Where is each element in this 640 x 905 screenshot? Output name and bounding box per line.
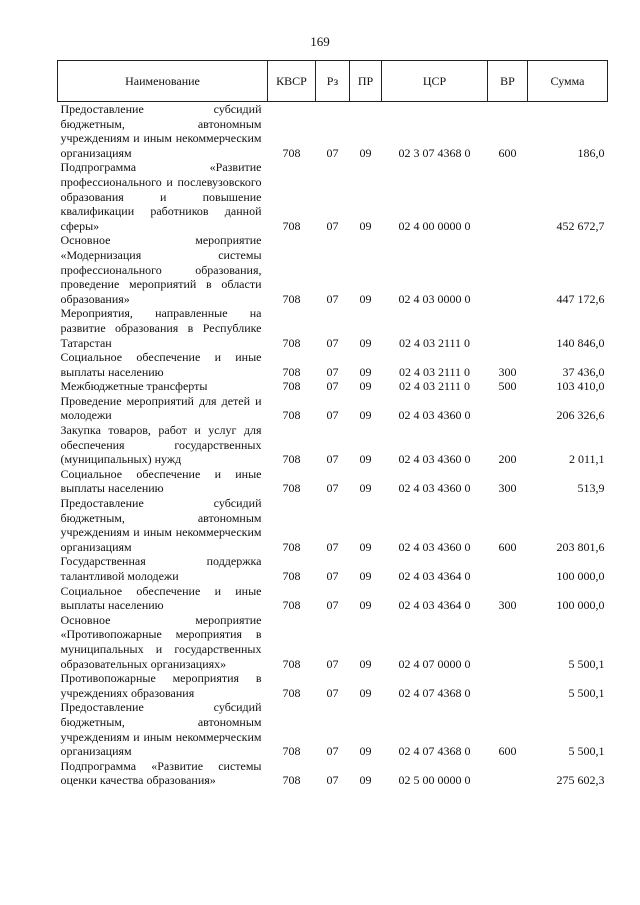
cell-name: Предоставление субсидий бюджетным, автономным учреждениям и иным некоммерческим организациям	[60, 102, 262, 160]
cell-name: Основное мероприятие «Противопожарные мероприятия в муниципальных и государственных образовательных организациях»	[60, 612, 262, 671]
header-sum: Сумма	[528, 61, 608, 102]
cell-pr: 09	[359, 598, 372, 613]
cell-vr: 600	[498, 539, 517, 554]
cell-pr: 09	[359, 218, 372, 233]
cell-rz: 07	[326, 291, 339, 306]
table-body	[58, 102, 608, 788]
cell-name: Социальное обеспечение и иные выплаты населению	[60, 583, 262, 613]
cell-name: Социальное обеспечение и иные выплаты населению	[60, 350, 262, 379]
cell-kvsr: 708	[282, 145, 301, 160]
cell-csr: 02 4 03 4360 0	[398, 452, 471, 467]
cell-sum: 100 000,0	[556, 569, 605, 583]
cell-kvsr: 708	[282, 656, 301, 671]
table-row	[58, 379, 608, 394]
cell-sum: 206 326,6	[556, 408, 605, 423]
cell-name: Социальное обеспечение и иные выплаты населению	[60, 466, 262, 496]
cell-name: Подпрограмма «Развитие профессионального и послевузовского образования и повышение квалификации работников данной сферы»	[60, 160, 262, 233]
cell-sum: 513,9	[577, 481, 605, 496]
cell-vr: 300	[498, 481, 517, 496]
cell-kvsr: 708	[282, 452, 301, 467]
cell-kvsr: 708	[282, 481, 301, 496]
cell-kvsr: 708	[282, 408, 301, 423]
cell-sum: 2 011,1	[568, 452, 605, 467]
cell-csr: 02 4 07 4368 0	[398, 744, 471, 759]
cell-rz: 07	[326, 379, 339, 394]
cell-vr	[488, 554, 528, 583]
cell-rz: 07	[326, 569, 339, 583]
cell-vr: 300	[498, 598, 517, 613]
cell-csr: 02 4 00 0000 0	[398, 218, 471, 233]
header-kvsr: КВСР	[268, 61, 316, 102]
cell-rz: 07	[326, 218, 339, 233]
cell-vr	[488, 394, 528, 423]
cell-rz: 07	[326, 335, 339, 350]
cell-name: Межбюджетные трансферты	[60, 379, 208, 394]
cell-pr: 09	[359, 364, 372, 379]
cell-vr	[488, 759, 528, 788]
cell-pr: 09	[359, 481, 372, 496]
cell-kvsr: 708	[282, 291, 301, 306]
cell-pr: 09	[359, 773, 372, 788]
cell-vr	[488, 671, 528, 700]
cell-sum: 203 801,6	[556, 539, 605, 554]
cell-sum: 5 500,1	[568, 656, 605, 671]
cell-name: Предоставление субсидий бюджетным, автономным учреждениям и иным некоммерческим организациям	[60, 700, 262, 759]
cell-sum: 37 436,0	[562, 364, 605, 379]
cell-sum: 100 000,0	[556, 598, 605, 613]
cell-kvsr: 708	[282, 335, 301, 350]
table-row	[58, 467, 608, 496]
cell-kvsr: 708	[282, 539, 301, 554]
table-row	[58, 671, 608, 700]
cell-vr: 200	[498, 452, 517, 467]
cell-name: Закупка товаров, работ и услуг для обеспечения государственных (муниципальных) нужд	[60, 423, 262, 467]
cell-csr: 02 4 07 0000 0	[398, 656, 471, 671]
cell-pr: 09	[359, 452, 372, 467]
cell-sum: 5 500,1	[568, 744, 605, 759]
cell-pr: 09	[359, 569, 372, 583]
cell-rz: 07	[326, 452, 339, 467]
cell-pr: 09	[359, 656, 372, 671]
cell-csr: 02 4 03 4360 0	[398, 539, 471, 554]
table-row	[58, 759, 608, 788]
cell-rz: 07	[326, 408, 339, 423]
cell-rz: 07	[326, 685, 339, 700]
cell-sum: 452 672,7	[556, 218, 605, 233]
budget-table	[57, 60, 608, 788]
cell-pr: 09	[359, 335, 372, 350]
table-row	[58, 306, 608, 350]
table-row	[58, 160, 608, 233]
cell-csr: 02 5 00 0000 0	[398, 773, 471, 788]
cell-rz: 07	[326, 539, 339, 554]
cell-rz: 07	[326, 598, 339, 613]
cell-vr: 300	[498, 364, 517, 379]
cell-kvsr: 708	[282, 218, 301, 233]
cell-name: Противопожарные мероприятия в учреждениях образования	[60, 671, 262, 700]
cell-rz: 07	[326, 145, 339, 160]
cell-rz: 07	[326, 773, 339, 788]
cell-name: Проведение мероприятий для детей и молодежи	[60, 393, 262, 423]
cell-kvsr: 708	[282, 744, 301, 759]
cell-csr: 02 4 03 4360 0	[398, 481, 471, 496]
cell-sum: 5 500,1	[568, 685, 605, 700]
table-row	[58, 496, 608, 554]
header-pr: ПР	[350, 61, 382, 102]
table-row	[58, 394, 608, 423]
cell-name: Государственная поддержка талантливой молодежи	[60, 554, 262, 583]
cell-kvsr: 708	[282, 379, 301, 394]
cell-vr: 600	[498, 145, 517, 160]
cell-name: Подпрограмма «Развитие системы оценки качества образования»	[60, 758, 262, 788]
cell-vr	[488, 160, 528, 233]
header-csr: ЦСР	[382, 61, 488, 102]
table-row	[58, 102, 608, 161]
cell-vr: 600	[498, 744, 517, 759]
cell-rz: 07	[326, 481, 339, 496]
cell-sum: 447 172,6	[556, 291, 605, 306]
cell-kvsr: 708	[282, 598, 301, 613]
cell-vr	[488, 613, 528, 671]
cell-rz: 07	[326, 656, 339, 671]
cell-name: Основное мероприятие «Модернизация системы профессионального образования, проведение мероприятий в области образования»	[60, 233, 262, 306]
table-header	[58, 61, 608, 102]
cell-pr: 09	[359, 145, 372, 160]
cell-sum: 140 846,0	[556, 335, 605, 350]
table-row	[58, 554, 608, 583]
cell-csr: 02 4 07 4368 0	[398, 685, 471, 700]
table-row	[58, 700, 608, 758]
cell-csr: 02 4 03 4364 0	[398, 569, 471, 583]
header-rz: Рз	[316, 61, 350, 102]
cell-rz: 07	[326, 364, 339, 379]
cell-kvsr: 708	[282, 569, 301, 583]
cell-kvsr: 708	[282, 685, 301, 700]
cell-vr	[488, 233, 528, 306]
cell-rz: 07	[326, 744, 339, 759]
cell-csr: 02 4 03 0000 0	[398, 291, 471, 306]
header-row	[58, 61, 608, 102]
cell-sum: 103 410,0	[556, 379, 605, 394]
header-name: Наименование	[58, 61, 268, 102]
cell-name: Предоставление субсидий бюджетным, автономным учреждениям и иным некоммерческим организациям	[60, 496, 262, 554]
cell-sum: 186,0	[577, 145, 605, 160]
cell-pr: 09	[359, 744, 372, 759]
table-row	[58, 233, 608, 306]
table-row	[58, 584, 608, 613]
cell-pr: 09	[359, 291, 372, 306]
cell-pr: 09	[359, 408, 372, 423]
cell-csr: 02 4 03 2111 0	[398, 335, 471, 350]
page-number: 169	[310, 34, 330, 49]
cell-vr	[488, 306, 528, 350]
cell-name: Мероприятия, направленные на развитие образования в Республике Татарстан	[60, 306, 262, 350]
cell-kvsr: 708	[282, 773, 301, 788]
table-row	[58, 613, 608, 671]
cell-csr: 02 4 03 4360 0	[398, 408, 471, 423]
cell-vr: 500	[498, 379, 517, 394]
table-row	[58, 423, 608, 467]
cell-csr: 02 4 03 4364 0	[398, 598, 471, 613]
table-row	[58, 350, 608, 379]
cell-pr: 09	[359, 539, 372, 554]
cell-sum: 275 602,3	[556, 773, 605, 788]
cell-pr: 09	[359, 379, 372, 394]
cell-kvsr: 708	[282, 364, 301, 379]
header-vr: ВР	[488, 61, 528, 102]
cell-csr: 02 3 07 4368 0	[398, 145, 471, 160]
cell-pr: 09	[359, 685, 372, 700]
cell-csr: 02 4 03 2111 0	[398, 364, 471, 379]
cell-csr: 02 4 03 2111 0	[398, 379, 471, 394]
